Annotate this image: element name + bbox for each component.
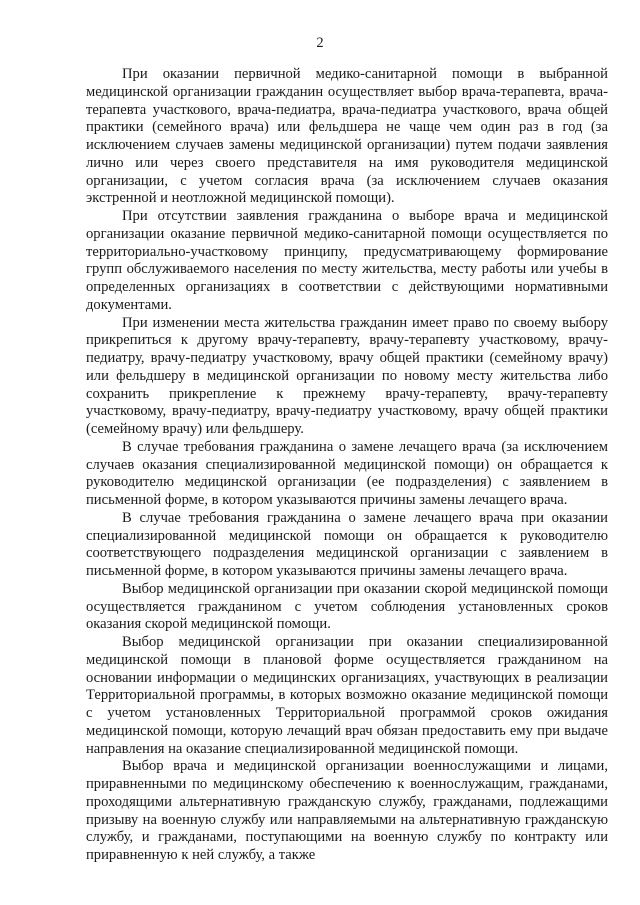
paragraph: В случае требования гражданина о замене лечащего врача (за исключением случаев оказания специализированной медицинской помощи) он обращается к руководителю медицинской организации (ее подразделения) с заявлением в письменной форме, в котором указываются причины замены лечащего врача. — [86, 438, 608, 508]
page-number: 2 — [316, 35, 324, 51]
paragraph: Выбор медицинской организации при оказании специализированной медицинской помощи в плановой форме осуществляется гражданином на основании информации о медицинских организациях, участвующих в реализации Территориальной программы, в которых возможно оказание медицинской помощи с учетом установленных Территориальной программой сроков ожидания медицинской помощи, которую лечащий врач обязан предоставить ему при выдаче направления на оказание специализированной медицинской помощи. — [86, 634, 608, 757]
paragraph: Выбор медицинской организации при оказании скорой медицинской помощи осуществляется гражданином с учетом соблюдения установленных сроков оказания скорой медицинской помощи. — [86, 580, 608, 633]
paragraph: В случае требования гражданина о замене лечащего врача при оказании специализированной медицинской помощи он обращается к руководителю соответствующего подразделения медицинской организации с заявлением в письменной форме, в котором указываются причины замены лечащего врача. — [86, 509, 608, 579]
paragraph: При отсутствии заявления гражданина о выборе врача и медицинской организации оказание первичной медико-санитарной помощи осуществляется по территориально-участковому принципу, предусматривающему формирование групп обслуживаемого населения по месту жительства, месту работы или учебы в определенных организациях в соответствии с действующими нормативными документами. — [86, 208, 608, 313]
paragraph: При изменении места жительства гражданин имеет право по своему выбору прикрепиться к другому врачу-терапевту, врачу-терапевту участковому, врачу-педиатру, врачу-педиатру участковому, врачу общей практики (семейному врачу) или фельдшеру в медицинской организации по новому месту жительства либо сохранить прикрепление к прежнему врачу-терапевту, врачу-терапевту участковому, врачу-педиатру, врачу-педиатру участковому, врачу общей практики (семейному врачу) или фельдшеру. — [86, 314, 608, 437]
paragraph: При оказании первичной медико-санитарной помощи в выбранной медицинской организации гражданин осуществляет выбор врача-терапевта, врача-терапевта участкового, врача-педиатра, врача-педиатра участкового, врача общей практики (семейного врача) или фельдшера не чаще чем один раз в год (за исключением случаев замены медицинской организации) путем подачи заявления лично или через своего представителя на имя руководителя медицинской организации, с учетом согласия врача (за исключением случаев оказания экстренной и неотложной медицинской помощи). — [86, 66, 608, 207]
paragraph: Выбор врача и медицинской организации военнослужащими и лицами, приравненными по медицинскому обеспечению к военнослужащим, гражданами, проходящими альтернативную гражданскую службу, гражданами, подлежащими призыву на военную службу или направляемыми на альтернативную гражданскую службу, и гражданами, поступающими на военную службу по контракту или приравненную к ней службу, а также — [86, 758, 608, 863]
document-body — [86, 66, 608, 865]
